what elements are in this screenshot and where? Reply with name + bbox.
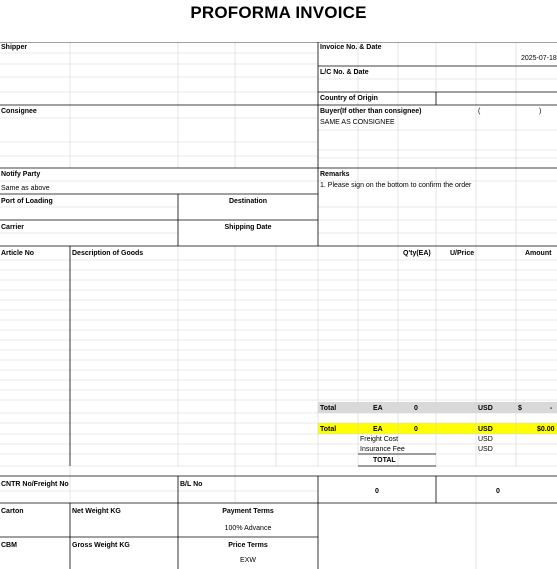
- total-currency: USD: [478, 426, 493, 433]
- total-amount: $0.00: [537, 426, 555, 433]
- cbm-label: CBM: [1, 542, 17, 549]
- buyer-paren-open: (: [478, 108, 481, 115]
- price-terms-value: EXW: [240, 557, 256, 564]
- cntr-no-label: CNTR No/Freight No: [1, 481, 69, 488]
- subtotal-label: Total: [320, 405, 337, 412]
- total-qty: 0: [414, 426, 418, 433]
- buyer-label: Buyer(If other than consignee): [320, 108, 422, 115]
- grand-total-label: TOTAL: [373, 457, 396, 464]
- carton-label: Carton: [1, 508, 24, 515]
- remarks-label: Remarks: [320, 171, 350, 178]
- payment-terms-value: 100% Advance: [224, 525, 272, 532]
- port-of-loading-label: Port of Loading: [1, 198, 53, 205]
- amount-header: Amount: [525, 250, 552, 257]
- insurance-fee-currency: USD: [478, 446, 493, 453]
- invoice-date-value: 2025-07-18: [521, 55, 557, 62]
- destination-label: Destination: [228, 198, 268, 205]
- total-unit: EA: [373, 426, 383, 433]
- notify-party-label: Notify Party: [1, 171, 41, 178]
- qty-header: Q'ty(EA): [403, 250, 431, 257]
- invoice-no-date-label: Invoice No. & Date: [320, 44, 382, 51]
- buyer-paren-close: ): [539, 108, 542, 115]
- remark-line-1: 1. Please sign on the bottom to confirm the order: [320, 182, 472, 189]
- buyer-value: SAME AS CONSIGNEE: [320, 119, 395, 126]
- freight-cost-label: Freight Cost: [360, 436, 399, 443]
- shipper-label: Shipper: [1, 44, 28, 51]
- cntr-left-value: 0: [375, 488, 379, 495]
- carrier-label: Carrier: [1, 224, 24, 231]
- payment-terms-label: Payment Terms: [222, 508, 274, 515]
- bl-no-label: B/L No: [180, 481, 203, 488]
- consignee-label: Consignee: [1, 108, 37, 115]
- country-of-origin-label: Country of Origin: [320, 95, 378, 102]
- shipping-date-label: Shipping Date: [224, 224, 272, 231]
- subtotal-qty: 0: [414, 405, 418, 412]
- article-no-header: Article No: [1, 250, 35, 257]
- notify-party-value: Same as above: [1, 185, 50, 192]
- description-header: Description of Goods: [72, 250, 144, 257]
- uprice-header: U/Price: [450, 250, 475, 257]
- subtotal-amount-symbol: $: [518, 405, 522, 412]
- gross-weight-label: Gross Weight KG: [72, 542, 130, 549]
- total-label: Total: [320, 426, 337, 433]
- subtotal-amount: -: [550, 405, 553, 412]
- subtotal-currency: USD: [478, 405, 493, 412]
- freight-cost-currency: USD: [478, 436, 493, 443]
- page-title: PROFORMA INVOICE: [190, 3, 367, 22]
- price-terms-label: Price Terms: [228, 542, 268, 549]
- cntr-right-value: 0: [496, 488, 500, 495]
- lc-no-date-label: L/C No. & Date: [320, 69, 369, 76]
- subtotal-unit: EA: [373, 405, 383, 412]
- insurance-fee-label: Insurance Fee: [360, 446, 405, 453]
- net-weight-label: Net Weight KG: [72, 508, 121, 515]
- sheet-grid: [0, 42, 557, 569]
